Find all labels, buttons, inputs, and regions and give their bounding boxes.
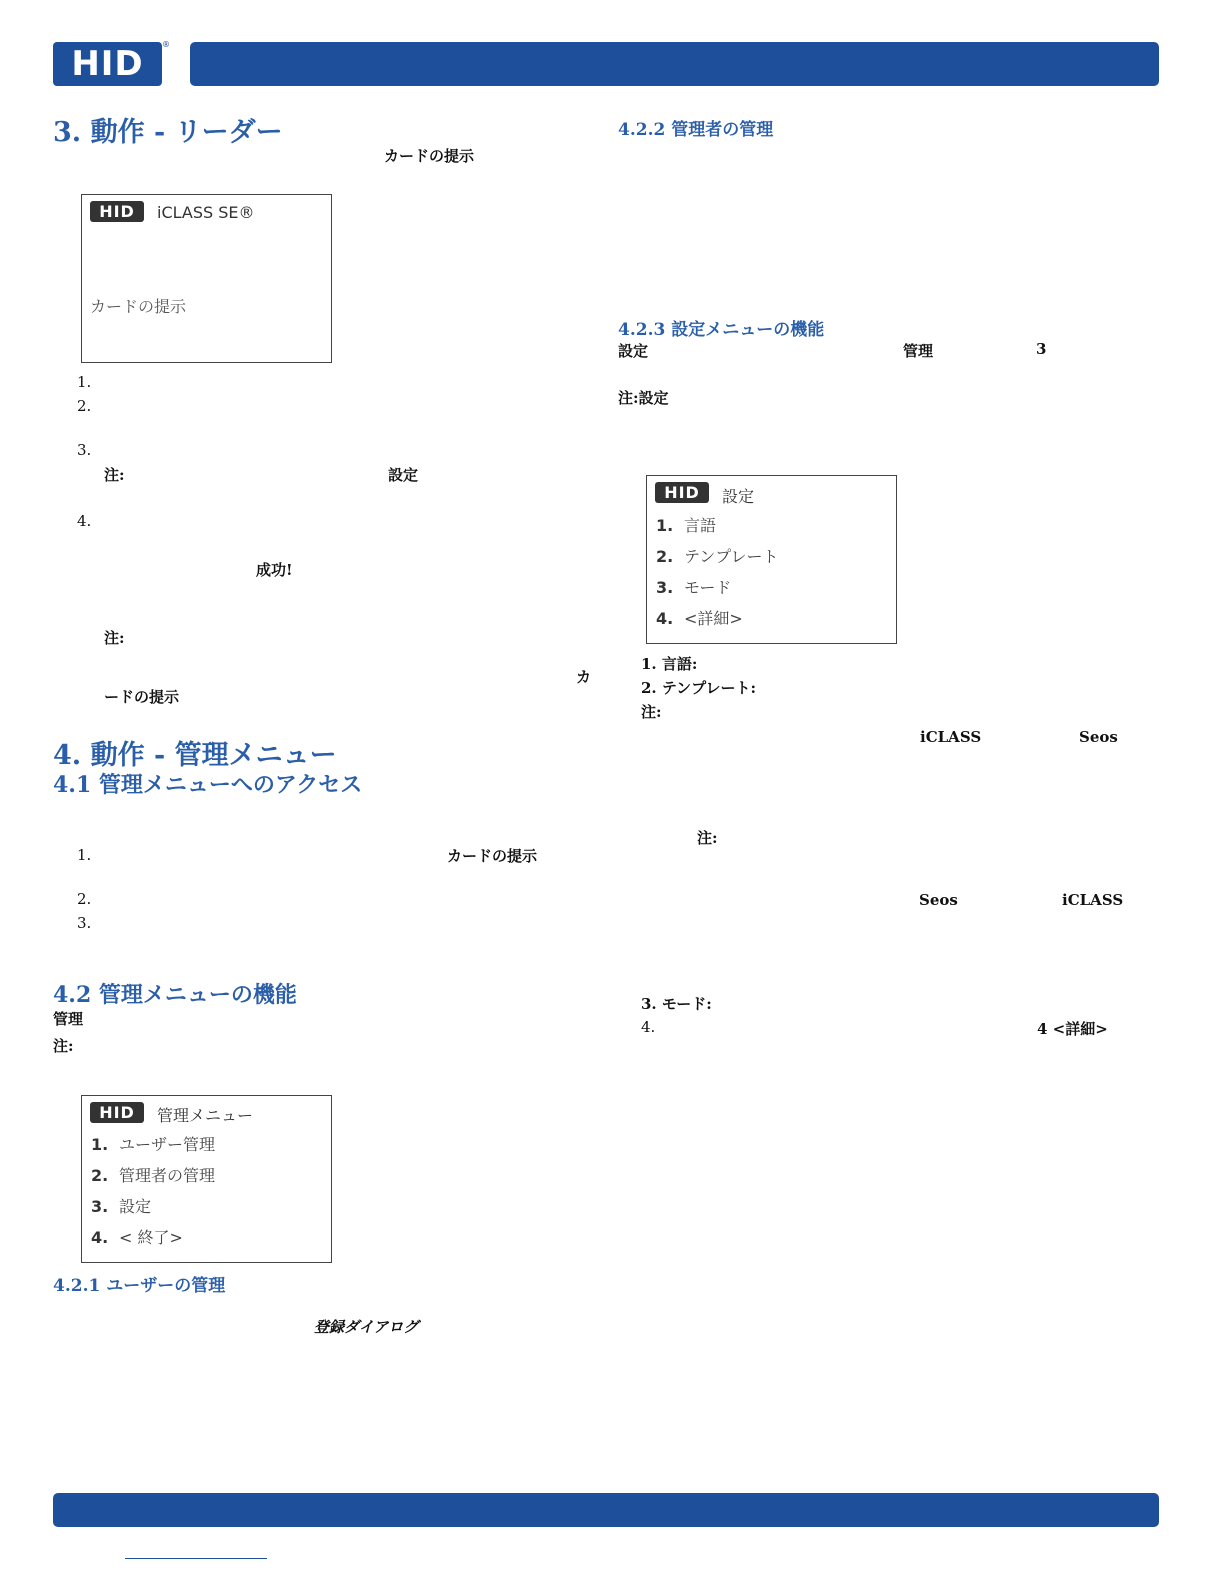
menu-item: 1. 言語 — [656, 516, 717, 535]
note-label: 注: — [641, 703, 662, 721]
reader-screen-settings — [646, 475, 897, 644]
step-number: 2. — [77, 890, 92, 908]
template-item: 2. テンプレート: — [641, 679, 757, 697]
footer-bar — [53, 1493, 1159, 1527]
iclass-term: iCLASS — [920, 728, 982, 746]
section-4-1-title: 4.1 管理メニューへのアクセス — [53, 772, 363, 798]
menu-item: 1. ユーザー管理 — [91, 1135, 216, 1154]
card-prompt-text: カードの提示 — [447, 847, 538, 865]
detail-item: 4 <詳細> — [1037, 1020, 1108, 1038]
registered-mark: ® — [162, 40, 170, 49]
step-number: 4. — [77, 512, 92, 530]
reader-screen-idle — [81, 194, 332, 363]
option-number: 3 — [1036, 340, 1047, 358]
note-setting-term: 設定 — [388, 466, 419, 484]
step-number: 4. — [641, 1018, 656, 1036]
admin-term: 管理 — [53, 1010, 84, 1028]
screen-title: iCLASS SE® — [157, 203, 255, 222]
card-prompt-text: カードの提示 — [384, 147, 475, 165]
step-number: 1. — [77, 373, 92, 391]
menu-item: 2. テンプレート — [656, 547, 779, 566]
iclass-term: iCLASS — [1062, 891, 1124, 909]
seos-term: Seos — [919, 891, 958, 909]
menu-item: 4. <詳細> — [656, 609, 743, 628]
settings-term: 設定 — [618, 342, 649, 360]
step-number: 2. — [77, 397, 92, 415]
screen-hid-logo: HID — [90, 1102, 144, 1123]
menu-item: 2. 管理者の管理 — [91, 1166, 216, 1185]
section-3-title: 3. 動作 - リーダー — [53, 117, 283, 148]
footer-underline — [125, 1558, 267, 1559]
seos-term: Seos — [1079, 728, 1118, 746]
section-4-2-3-title: 4.2.3 設定メニューの機能 — [618, 320, 825, 340]
section-4-2-title: 4.2 管理メニューの機能 — [53, 982, 297, 1008]
screen-hid-logo: HID — [655, 482, 709, 503]
section-4-title: 4. 動作 - 管理メニュー — [53, 740, 337, 771]
step-number: 1. — [77, 846, 92, 864]
screen-message: カードの提示 — [90, 297, 187, 316]
screen-title: 設定 — [722, 487, 755, 506]
language-item: 1. 言語: — [641, 655, 698, 673]
step-number: 3. — [77, 441, 92, 459]
menu-item: 3. 設定 — [91, 1197, 152, 1216]
note-label: 注: — [697, 829, 718, 847]
note-label: 注: — [104, 629, 125, 647]
success-text: 成功! — [256, 561, 293, 579]
card-prompt-fragment: カ — [576, 668, 592, 686]
card-prompt-fragment: ードの提示 — [104, 688, 180, 706]
hid-logo: HID — [53, 42, 162, 86]
note-label: 注: — [53, 1037, 74, 1055]
step-number: 3. — [77, 914, 92, 932]
admin-term: 管理 — [903, 342, 934, 360]
section-4-2-2-title: 4.2.2 管理者の管理 — [618, 120, 774, 140]
screen-hid-logo: HID — [90, 201, 144, 222]
register-dialog-term: 登録ダイアログ — [314, 1318, 419, 1336]
screen-title: 管理メニュー — [157, 1106, 254, 1125]
header-bar — [190, 42, 1159, 86]
section-4-2-1-title: 4.2.1 ユーザーの管理 — [53, 1276, 226, 1296]
mode-item: 3. モード: — [641, 995, 712, 1013]
menu-item: 3. モード — [656, 578, 732, 597]
menu-item: 4. < 終了> — [91, 1228, 183, 1247]
reader-screen-admin-menu — [81, 1095, 332, 1263]
note-label: 注: — [104, 466, 125, 484]
note-settings: 注:設定 — [618, 389, 669, 407]
